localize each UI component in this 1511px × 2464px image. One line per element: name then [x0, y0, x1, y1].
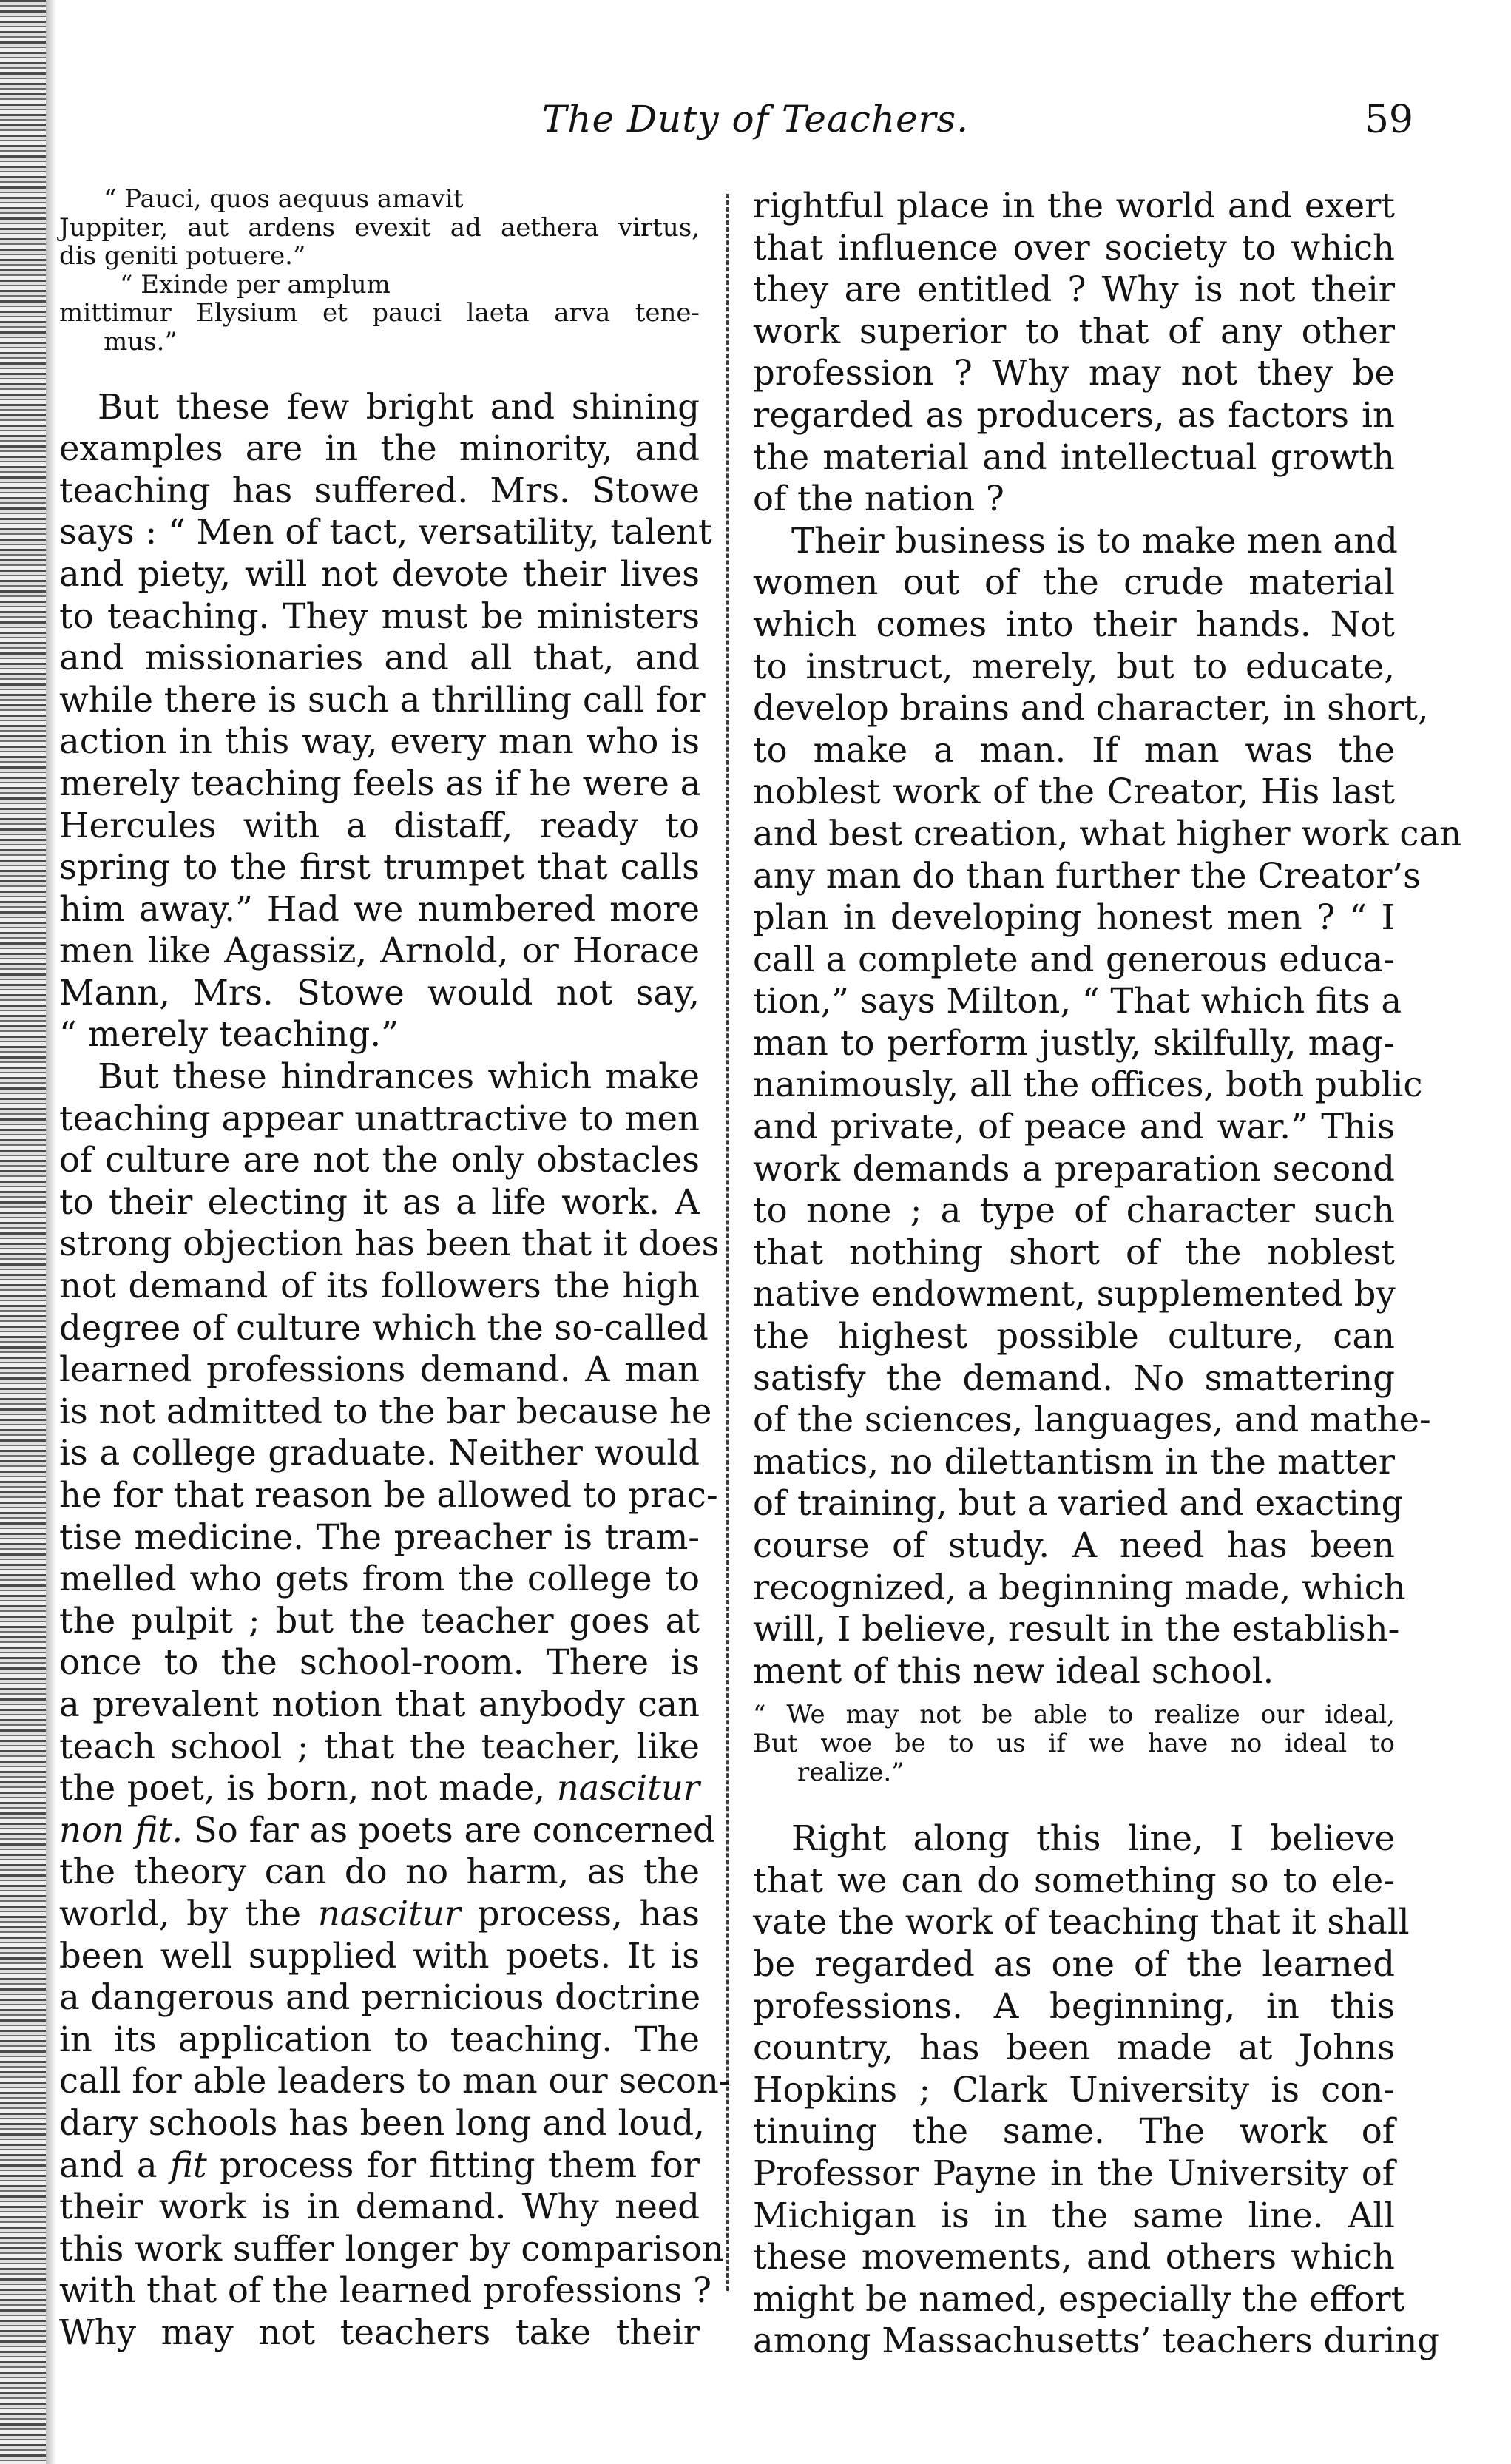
text-line: he for that reason be allowed to prac-	[59, 1475, 718, 1515]
text-line	[59, 1893, 700, 1935]
quote-line: realize.”	[797, 1757, 905, 1787]
text-line: with that of the learned professions ?	[59, 2270, 712, 2311]
text-line: Michigan is in the same line. All	[753, 2195, 1395, 2235]
text-line: recognized, a beginning made, which	[753, 1567, 1406, 1607]
text-line: that influence over society to which	[753, 227, 1395, 268]
binding-edge	[0, 0, 46, 2464]
text-line	[59, 1767, 700, 1809]
italic-nascitur: nascitur	[556, 1768, 700, 1809]
text-line: degree of culture which the so-called	[59, 1307, 709, 1348]
text-line: call a complete and generous educa-	[753, 939, 1395, 979]
right-column	[753, 185, 1462, 2362]
paragraph	[753, 520, 1462, 1692]
text-line: plan in developing honest men ? “ I	[753, 897, 1395, 938]
text-line: ment of this new ideal school.	[753, 1650, 1274, 1691]
text-line: develop brains and character, in short,	[753, 688, 1429, 729]
text-line: the material and intellectual growth	[753, 436, 1395, 477]
quote-line: “ We may not be able to realize our ideal,	[753, 1700, 1395, 1730]
text-line: satisfy the demand. No smattering	[753, 1357, 1395, 1398]
text-line: of training, but a varied and exacting	[753, 1483, 1404, 1524]
text-line: teaching appear unattractive to men	[59, 1098, 700, 1138]
text-line: which comes into their hands. Not	[753, 604, 1395, 644]
text-line: Hopkins ; Clark University is con-	[753, 2069, 1395, 2110]
text-line: the pulpit ; but the teacher goes at	[59, 1600, 700, 1641]
text-line: they are entitled ? Why is not their	[753, 269, 1395, 310]
text-line: a dangerous and pernicious doctrine	[59, 1977, 701, 2018]
text-line: strong objection has been that it does	[59, 1223, 720, 1264]
text-line: of the sciences, languages, and mathe-	[753, 1400, 1431, 1440]
text-line: Mann, Mrs. Stowe would not say,	[59, 972, 700, 1013]
text-line: “ merely teaching.”	[59, 1014, 399, 1055]
text-line: will, I believe, result in the establish-	[753, 1609, 1400, 1650]
text-line: noblest work of the Creator, His last	[753, 772, 1395, 812]
text-fragment: process for fitting them for	[206, 2144, 700, 2185]
text-line: might be named, especially the effort	[753, 2278, 1405, 2319]
text-line: says : “ Men of tact, versatility, talent	[59, 512, 712, 553]
text-line: of culture are not the only obstacles	[59, 1140, 700, 1181]
text-line: Professor Payne in the University of	[753, 2153, 1395, 2193]
text-line: to make a man. If man was the	[753, 729, 1395, 770]
text-line: Why may not teachers take their	[59, 2312, 700, 2352]
page-header	[0, 98, 1511, 149]
text-line: tinuing the same. The work of	[753, 2111, 1395, 2152]
latin-quotation	[59, 185, 700, 357]
text-line: to their electing it as a life work. A	[59, 1181, 700, 1222]
verse-quotation	[753, 1701, 1395, 1786]
text-line: a prevalent notion that anybody can	[59, 1684, 700, 1724]
text-fragment: world, by the	[59, 1893, 318, 1934]
text-line: the theory can do no harm, as the	[59, 1852, 700, 1892]
text-line: But these hindrances which make	[98, 1056, 700, 1097]
quote-line: dis geniti potuere.”	[59, 241, 306, 271]
text-line: work superior to that of any other	[753, 311, 1395, 351]
text-line: Hercules with a distaff, ready to	[59, 805, 700, 845]
text-line: course of study. A need has been	[753, 1525, 1395, 1565]
text-line: country, has been made at Johns	[753, 2028, 1395, 2068]
text-line: nanimously, all the offices, both public	[753, 1064, 1423, 1105]
paragraph	[59, 386, 712, 1056]
text-line: women out of the crude material	[753, 562, 1395, 603]
text-line: tise medicine. The preacher is tram-	[59, 1516, 700, 1557]
italic-nascitur: nascitur	[317, 1893, 462, 1934]
text-line: vate the work of teaching that it shall	[753, 1902, 1410, 1942]
text-line: call for able leaders to man our secon-	[59, 2061, 731, 2102]
text-fragment: process, has	[461, 1893, 700, 1934]
text-line: spring to the first trumpet that calls	[59, 847, 700, 888]
text-line: while there is such a thrilling call for	[59, 679, 706, 720]
text-fragment: and a	[59, 2144, 170, 2185]
text-fragment: So far as poets are concerned	[183, 1809, 715, 1850]
text-line: professions. A beginning, in this	[753, 1985, 1395, 2026]
text-line: But these few bright and shining	[98, 386, 700, 427]
binding-shadow	[46, 0, 56, 2464]
text-line: regarded as producers, as factors in	[753, 394, 1395, 435]
text-line: him away.” Had we numbered more	[59, 888, 700, 929]
text-line: that nothing short of the noblest	[753, 1232, 1395, 1272]
text-line: is a college graduate. Neither would	[59, 1433, 700, 1474]
paragraph	[59, 1056, 731, 2353]
text-line: work demands a preparation second	[753, 1148, 1395, 1189]
text-line: and private, of peace and war.” This	[753, 1107, 1395, 1147]
quote-line: mittimur Elysium et pauci laeta arva tene-	[59, 298, 700, 328]
text-line: among Massachusetts’ teachers during	[753, 2320, 1440, 2361]
text-line: teaching has suffered. Mrs. Stowe	[59, 470, 700, 510]
text-line: profession ? Why may not they be	[753, 353, 1395, 394]
paragraph	[753, 1817, 1440, 2362]
text-fragment: the poet, is born, not made,	[59, 1768, 557, 1809]
italic-non-fit: non fit.	[59, 1809, 183, 1850]
running-title: The Duty of Teachers.	[541, 98, 970, 141]
text-line: not demand of its followers the high	[59, 1266, 700, 1306]
text-line: tion,” says Milton, “ That which fits a	[753, 981, 1402, 1022]
quote-line: “ Pauci, quos aequus amavit	[104, 184, 464, 214]
page-number: 59	[1364, 98, 1413, 142]
text-line: their work is in demand. Why need	[59, 2187, 700, 2227]
quote-line: “ Exinde per amplum	[120, 269, 391, 300]
text-line: matics, no dilettantism in the matter	[753, 1441, 1395, 1482]
text-line	[59, 1809, 715, 1852]
text-line: Their business is to make men and	[791, 520, 1398, 561]
text-line: rightful place in the world and exert	[753, 186, 1395, 226]
text-line: action in this way, every man who is	[59, 721, 700, 762]
text-line: been well supplied with poets. It is	[59, 1935, 700, 1976]
text-line: be regarded as one of the learned	[753, 1943, 1395, 1984]
text-line: melled who gets from the college to	[59, 1559, 700, 1599]
text-line: to none ; a type of character such	[753, 1190, 1395, 1231]
text-line: is not admitted to the bar because he	[59, 1391, 712, 1431]
text-line: and piety, will not devote their lives	[59, 553, 700, 594]
paragraph	[753, 185, 1395, 520]
text-line: native endowment, supplemented by	[753, 1274, 1396, 1314]
left-column	[59, 184, 731, 2353]
text-line: to teaching. They must be ministers	[59, 595, 700, 636]
text-line: once to the school-room. There is	[59, 1642, 700, 1683]
text-line: the highest possible culture, can	[753, 1316, 1395, 1357]
quote-line: Juppiter, aut ardens evexit ad aethera virtus,	[59, 212, 700, 243]
text-line: to instruct, merely, but to educate,	[753, 646, 1395, 686]
text-line: men like Agassiz, Arnold, or Horace	[59, 931, 700, 971]
text-line: that we can do something so to ele-	[753, 1860, 1395, 1900]
text-line: teach school ; that the teacher, like	[59, 1726, 700, 1766]
text-line: Right along this line, I believe	[791, 1818, 1395, 1859]
text-line: examples are in the minority, and	[59, 428, 700, 469]
text-line: this work suffer longer by comparison	[59, 2228, 724, 2269]
quote-line: mus.”	[104, 326, 178, 357]
quote-line: But woe be to us if we have no ideal to	[753, 1728, 1395, 1758]
italic-fit: fit	[169, 2144, 207, 2185]
text-line: and missionaries and all that, and	[59, 638, 700, 678]
text-line	[59, 2144, 700, 2187]
text-line: man to perform justly, skilfully, mag-	[753, 1022, 1395, 1063]
column-divider	[726, 194, 729, 2291]
text-line: any man do than further the Creator’s	[753, 855, 1421, 896]
text-line: in its application to teaching. The	[59, 2019, 700, 2059]
text-line: merely teaching feels as if he were a	[59, 763, 701, 803]
text-line: dary schools has been long and loud,	[59, 2102, 705, 2143]
text-line: learned professions demand. A man	[59, 1349, 700, 1390]
text-line: and best creation, what higher work can	[753, 813, 1462, 854]
text-line: of the nation ?	[753, 479, 1004, 519]
text-line: these movements, and others which	[753, 2237, 1395, 2278]
